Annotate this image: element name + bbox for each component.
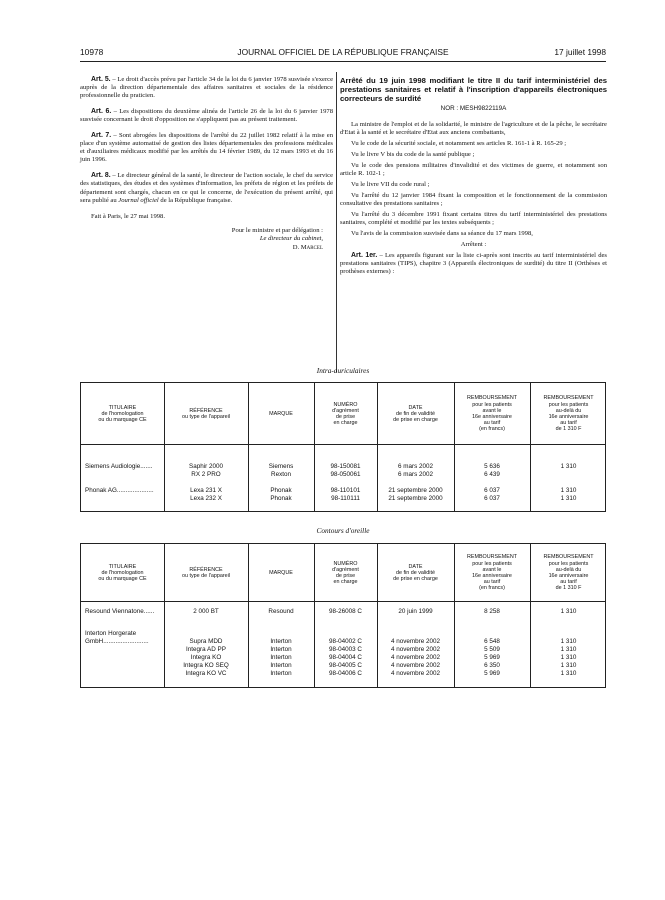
col-titulaire-cell: Siemens Audiologie....... (85, 463, 153, 470)
vu-arrete-1991: Vu l'arrêté du 3 décembre 1991 fixant certains titres du tarif interministériel des prestations sanitaires, complété et modifié par les textes subséquents ; (340, 211, 607, 227)
header-rule (80, 61, 606, 62)
journal-title: JOURNAL OFFICIEL DE LA RÉPUBLIQUE FRANÇAISE (237, 47, 449, 57)
col-reference-header: RÉFÉRENCE ou type de l'appareil (181, 407, 231, 420)
col-marque-header: MARQUE (269, 410, 293, 417)
col-numero-cell: 98-04002 C 98-04003 C 98-04004 C 98-04005 C 98-04006 C (329, 637, 362, 677)
col-remb-avant-cell: 8 258 (484, 608, 500, 615)
vu-arrete-1984: Vu l'arrêté du 12 janvier 1984 fixant la composition et le fonctionnement de la commission consultative des prestations sanitaires ; (340, 191, 607, 208)
vu-code-pensions: Vu le code des pensions militaires d'invalidité et des victimes de guerre, et notamment son article R. 102-1 ; (340, 161, 607, 177)
col-date-cell: 20 juin 1999 (398, 608, 433, 615)
col-numero-header: NUMÉRO d'agrément de prise en charge (332, 401, 359, 427)
right-column (340, 76, 607, 279)
col-titulaire-cell: Phonak AG..................... (85, 487, 154, 494)
article-1: Art. 1er. – Les appareils figurant sur la liste ci-après sont inscrits au tarif interministériel des prestations sanitaires (TIPS), chapitre 3 (Appareils électroniques de surdité) du titre II (Orthèses et prothèses externes) : (340, 252, 607, 276)
col-reference-cell: Lexa 231 X Lexa 232 X (190, 487, 222, 502)
col-remb-apres-header: REMBOURSEMENT pour les patients au-delà du 16e anniversaire au tarif de 1 310 F (543, 554, 594, 592)
article-8: Art. 8. – Le directeur général de la santé, le directeur de l'action sociale, le chef du service des statistiques, des études et des systèmes d'information, les préfets de région et les préfets de département sont chargés, chacun en ce qui le concerne, de l'exécution du présent arrêté, qui sera publié au Journal officiel de la République française. (80, 172, 333, 204)
col-date-header: DATE de fin de validité de prise en charge (393, 563, 438, 583)
col-titulaire-header: TITULAIRE de l'homologation ou du marquage CE (98, 404, 147, 424)
nor-reference: NOR : MESH9822119A (440, 104, 507, 112)
table-contours-oreille (80, 543, 606, 688)
col-remb-apres-header: REMBOURSEMENT pour les patients au-delà du 16e anniversaire au tarif de 1 310 F (543, 395, 594, 433)
col-marque-cell: Siemens Rexton (268, 463, 294, 478)
article-7: Art. 7. – Sont abrogées les dispositions de l'arrêté du 22 juillet 1982 relatif à la mise en place d'un système automatisé de gestion des listes départementales des professions médicales et d'auxiliaires médicaux modifié par les arrêtés du 14 février 1989, du 12 mars 1993 et du 16 juin 1996. (80, 132, 334, 164)
signature-role: Le directeur du cabinet, (259, 235, 323, 243)
col-remb-apres-cell: 1 310 1 310 (560, 487, 577, 502)
running-header (80, 47, 606, 59)
table-intra-auriculaires (80, 382, 606, 512)
col-date-cell: 21 septembre 2000 21 septembre 2000 (388, 487, 443, 502)
col-reference-header: RÉFÉRENCE ou type de l'appareil (181, 566, 231, 579)
col-numero-cell: 98-26008 C (329, 608, 362, 615)
issue-date: 17 juillet 1998 (554, 47, 606, 57)
col-marque-cell: Resound (268, 608, 294, 615)
col-titulaire-cell: Resound Viennatone...... (85, 608, 155, 615)
signature-block (80, 227, 333, 253)
article-5: Art. 5. – Le droit d'accès prévu par l'article 34 de la loi du 6 janvier 1978 susvisée s'exerce auprès de la direction départementale des affaires sanitaires et sociales de la résidence professionnelle du praticien. (80, 76, 334, 100)
col-numero-cell: 98-150081 98-050061 (330, 463, 361, 478)
col-titulaire-header: TITULAIRE de l'homologation ou du marquage CE (98, 563, 147, 583)
col-marque-cell: Phonak Phonak (270, 487, 292, 502)
signature-name: D. Marcel (292, 243, 323, 251)
col-remb-avant-header: REMBOURSEMENT pour les patients avant le 16e anniversaire au tarif (en francs) (466, 395, 518, 433)
col-date-cell: 6 mars 2002 6 mars 2002 (397, 463, 433, 478)
ministers-paragraph: La ministre de l'emploi et de la solidarité, le ministre de l'agriculture et de la pêche, le secrétaire d'Etat à la santé et le secrétaire d'Etat aux anciens combattants, (340, 120, 607, 136)
col-titulaire-cell: Interton Horgerate GmbH.......................... (85, 630, 149, 645)
col-remb-avant-cell: 5 636 6 439 (484, 463, 500, 478)
vu-code-securite-sociale: Vu le code de la sécurité sociale, et notamment ses articles R. 161-1 à R. 165-29 ; (351, 139, 567, 147)
fait-a-paris: Fait à Paris, le 27 mai 1998. (91, 212, 165, 220)
signature-delegation: Pour le ministre et par délégation : (231, 226, 323, 234)
section-label-contours-oreille: Contours d'oreille (316, 526, 370, 535)
vu-livre-vii: Vu le livre VII du code rural ; (351, 180, 430, 188)
left-column (80, 76, 333, 252)
section-label-intra-auriculaires: Intra-auriculaires (316, 366, 370, 375)
col-remb-avant-cell: 6 548 5 509 5 969 6 350 5 969 (484, 637, 500, 677)
col-remb-apres-cell: 1 310 (560, 608, 577, 615)
decree-title: Arrêté du 19 juin 1998 modifiant le titre II du tarif interministériel des prestations sanitaires et relatif à l'inscription d'appareils électroniques correcteurs de surdité (340, 76, 607, 104)
article-6: Art. 6. – Les dispositions du deuxième alinéa de l'article 26 de la loi du 6 janvier 1978 susvisée concernant le droit d'opposition ne s'appliquent pas au présent traitement. (80, 108, 333, 124)
col-marque-header: MARQUE (269, 569, 293, 576)
col-remb-apres-cell: 1 310 (560, 463, 577, 470)
col-numero-header: NUMÉRO d'agrément de prise en charge (332, 560, 359, 586)
col-reference-cell: Saphir 2000 RX 2 PRO (189, 463, 223, 478)
col-remb-avant-header: REMBOURSEMENT pour les patients avant le 16e anniversaire au tarif (en francs) (466, 554, 518, 592)
col-marque-cell: Interton Interton Interton Interton Interton (270, 637, 292, 677)
col-remb-avant-cell: 6 037 6 037 (484, 487, 500, 502)
col-remb-apres-cell: 1 310 1 310 1 310 1 310 1 310 (560, 637, 577, 677)
col-date-header: DATE de fin de validité de prise en charge (393, 404, 438, 424)
arretent: Arrêtent : (460, 241, 487, 249)
col-numero-cell: 98-110101 98-110111 (330, 487, 361, 502)
page-number: 10978 (80, 47, 104, 57)
col-reference-cell: 2 000 BT (193, 608, 219, 615)
col-reference-cell: Supra MDD Integra AD PP Integra KO Integra KO SEQ Integra KO VC (183, 637, 229, 677)
vu-livre-v-bis: Vu le livre V bis du code de la santé publique ; (351, 150, 475, 158)
column-divider (336, 72, 337, 372)
col-date-cell: 4 novembre 2002 4 novembre 2002 4 novembre 2002 4 novembre 2002 4 novembre 2002 (390, 637, 440, 677)
vu-avis-commission: Vu l'avis de la commission susvisée dans sa séance du 17 mars 1998, (351, 230, 533, 238)
